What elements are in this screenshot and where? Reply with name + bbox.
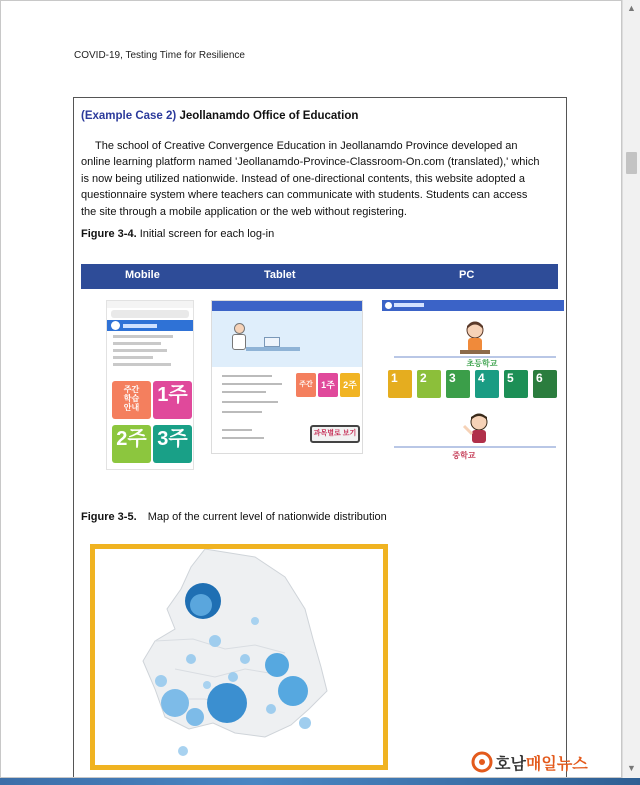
pc-nav-bar [382,300,564,311]
korea-map-illustration [95,549,383,765]
case-title [81,110,358,122]
running-header: COVID-19, Testing Time for Resilience [74,50,245,61]
tablet-tile: 1주 [318,373,338,397]
body-line: the site through a mobile application or the web without registering. [81,205,407,218]
mobile-site-header [107,320,193,331]
mobile-url-bar [111,310,189,318]
figure-number: Figure 3-4. [81,228,137,240]
scroll-up-arrow-icon[interactable]: ▲ [627,3,636,13]
device-header-bar [81,264,558,289]
figure-caption-text: Initial screen for each log-in [139,228,275,240]
site-logo-icon [111,321,120,330]
mobile-tile-week3: 3주 [153,425,192,463]
distribution-map [90,544,388,770]
logo-text-primary: 호남 [495,755,526,773]
grade-tile: 1 [388,370,412,398]
newspaper-logo-icon [471,751,493,773]
tablet-screenshot [211,300,363,454]
mobile-tile-week2: 2주 [112,425,151,463]
example-case-box [73,97,567,778]
case-body [81,138,563,220]
laptop-icon [264,337,280,347]
mobile-screenshot [106,300,194,470]
middle-school-label: 중학교 [452,451,476,460]
scroll-down-arrow-icon[interactable]: ▼ [627,763,636,773]
site-logo-icon [385,302,392,309]
tablet-nav-bar [212,301,362,311]
mobile-tile-weekly: 주간 학습 안내 [112,381,151,419]
grade-tile: 2 [417,370,441,398]
pc-screenshot [380,300,564,466]
figure-number: Figure 3-5. [81,511,137,523]
mobile-tile-week1: 1주 [153,381,192,419]
student-girl-illustration [460,320,490,356]
figure-3-5-caption [81,511,387,523]
body-line: is now being utilized nationwide. Instead of one-directional contents, this website adopted a [81,172,525,185]
tablet-tile: 2주 [340,373,360,397]
taskbar-strip [0,778,640,785]
elementary-label: 초등학교 [466,359,498,368]
figure-3-4-caption [81,228,274,240]
grade-tile: 6 [533,370,557,398]
tablet-tile: 주간 [296,373,316,397]
body-line: The school of Creative Convergence Education in Jeollanamdo Province developed an [95,140,518,152]
figure-caption-text: Map of the current level of nationwide distribution [147,511,387,523]
newspaper-watermark [471,751,588,773]
student-boy-illustration [462,412,496,446]
col-pc: PC [459,269,475,281]
subject-view-button: 과목별로 보기 [310,425,360,443]
body-line: questionnaire system where teachers can communicate with students. Students can access [81,189,528,202]
grade-tile: 3 [446,370,470,398]
grade-tile: 5 [504,370,528,398]
col-tablet: Tablet [264,269,296,281]
case-name: Jeollanamdo Office of Education [179,110,359,122]
body-line: online learning platform named 'Jeollanamdo-Province-Classroom-On.com (translated),' which [81,156,540,169]
vertical-scrollbar[interactable] [622,0,640,778]
case-label: (Example Case 2) [81,110,177,122]
logo-text-accent: 매일뉴스 [525,755,588,773]
col-mobile: Mobile [125,269,160,281]
scroll-thumb[interactable] [626,152,637,174]
tablet-hero-illustration [212,311,362,367]
mobile-status-bar [107,301,193,308]
grade-tile: 4 [475,370,499,398]
